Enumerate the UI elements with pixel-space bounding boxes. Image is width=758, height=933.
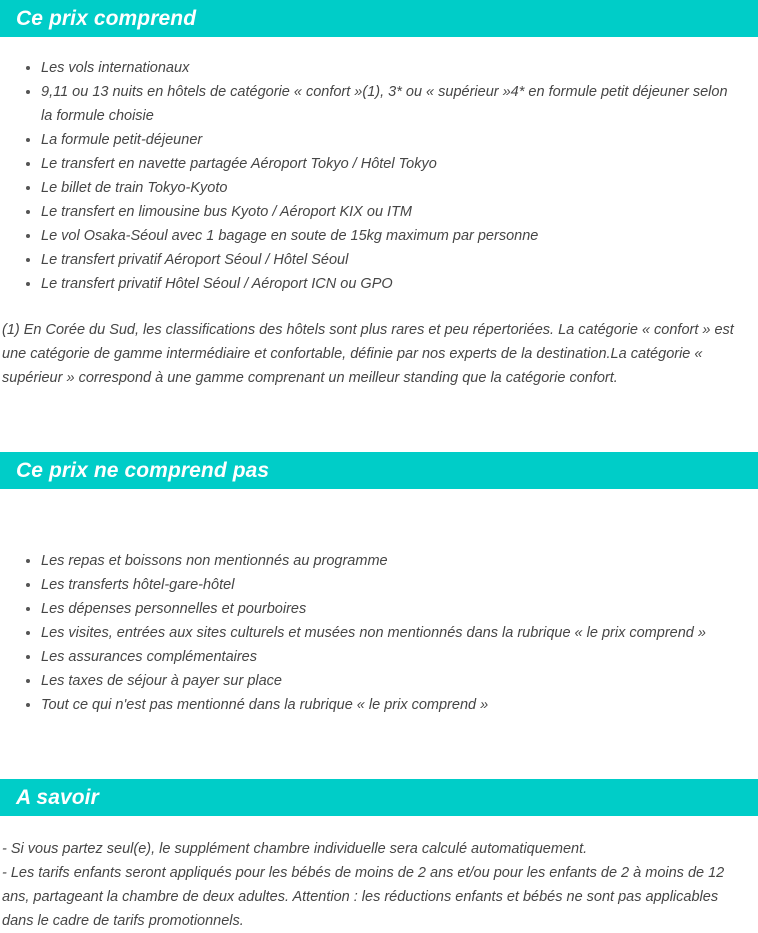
included-list [0, 56, 758, 296]
footnote-hotel-categories: (1) En Corée du Sud, les classifications des hôtels sont plus rares et peu répertoriées. La catégorie « confort » est une catégorie de gamme intermédiaire et confortable, définie par nos experts de la destination.La catégorie « supérieur » correspond à une gamme comprenant un meilleur standing que la catégorie confort. [2, 322, 734, 386]
list-item: Les vols internationaux [0, 56, 758, 80]
list-item: Tout ce qui n'est pas mentionné dans la rubrique « le prix comprend » [0, 693, 758, 717]
list-item: 9,11 ou 13 nuits en hôtels de catégorie « confort »(1), 3* ou « supérieur »4* en formule petit déjeuner selon la formule choisie [0, 80, 758, 128]
list-item: La formule petit-déjeuner [0, 128, 758, 152]
list-item: Les dépenses personnelles et pourboires [0, 597, 758, 621]
section-body-a-savoir [0, 837, 758, 933]
spacer-before-footnote [0, 296, 758, 318]
section-header-ce-prix-ne-comprend-pas: Ce prix ne comprend pas [0, 452, 758, 489]
list-item: Les assurances complémentaires [0, 645, 758, 669]
list-item: Le vol Osaka-Séoul avec 1 bagage en soute de 15kg maximum par personne [0, 224, 758, 248]
section-header-a-savoir: A savoir [0, 779, 758, 816]
spacer-after-header-1 [0, 37, 758, 56]
list-item: Les transferts hôtel-gare-hôtel [0, 573, 758, 597]
spacer-after-header-3 [0, 816, 758, 837]
know-paragraph: - Si vous partez seul(e), le supplément chambre individuelle sera calculé automatiquement. [2, 841, 588, 857]
section-header-ce-prix-comprend: Ce prix comprend [0, 0, 758, 37]
excluded-list [0, 549, 758, 717]
list-item: Le transfert en navette partagée Aéroport Tokyo / Hôtel Tokyo [0, 152, 758, 176]
list-item: Le transfert privatif Hôtel Séoul / Aéroport ICN ou GPO [0, 272, 758, 296]
spacer-after-section-2 [0, 717, 758, 779]
spacer-after-header-2 [0, 489, 758, 549]
list-item: Les taxes de séjour à payer sur place [0, 669, 758, 693]
section-body-ce-prix-comprend [0, 56, 758, 390]
list-item: Le transfert en limousine bus Kyoto / Aéroport KIX ou ITM [0, 200, 758, 224]
list-item: Le transfert privatif Aéroport Séoul / Hôtel Séoul [0, 248, 758, 272]
section-body-ce-prix-ne-comprend-pas [0, 549, 758, 717]
list-item: Les repas et boissons non mentionnés au programme [0, 549, 758, 573]
list-item: Le billet de train Tokyo-Kyoto [0, 176, 758, 200]
know-paragraph: - Les tarifs enfants seront appliqués pour les bébés de moins de 2 ans et/ou pour les enfants de 2 à moins de 12 ans, partageant la chambre de deux adultes. Attention : les réductions enfants et bébés ne sont pas applicables dans le cadre de tarifs promotionnels. [2, 865, 725, 929]
list-item: Les visites, entrées aux sites culturels et musées non mentionnés dans la rubrique « le prix comprend » [0, 621, 758, 645]
spacer-after-section-1 [0, 390, 758, 452]
